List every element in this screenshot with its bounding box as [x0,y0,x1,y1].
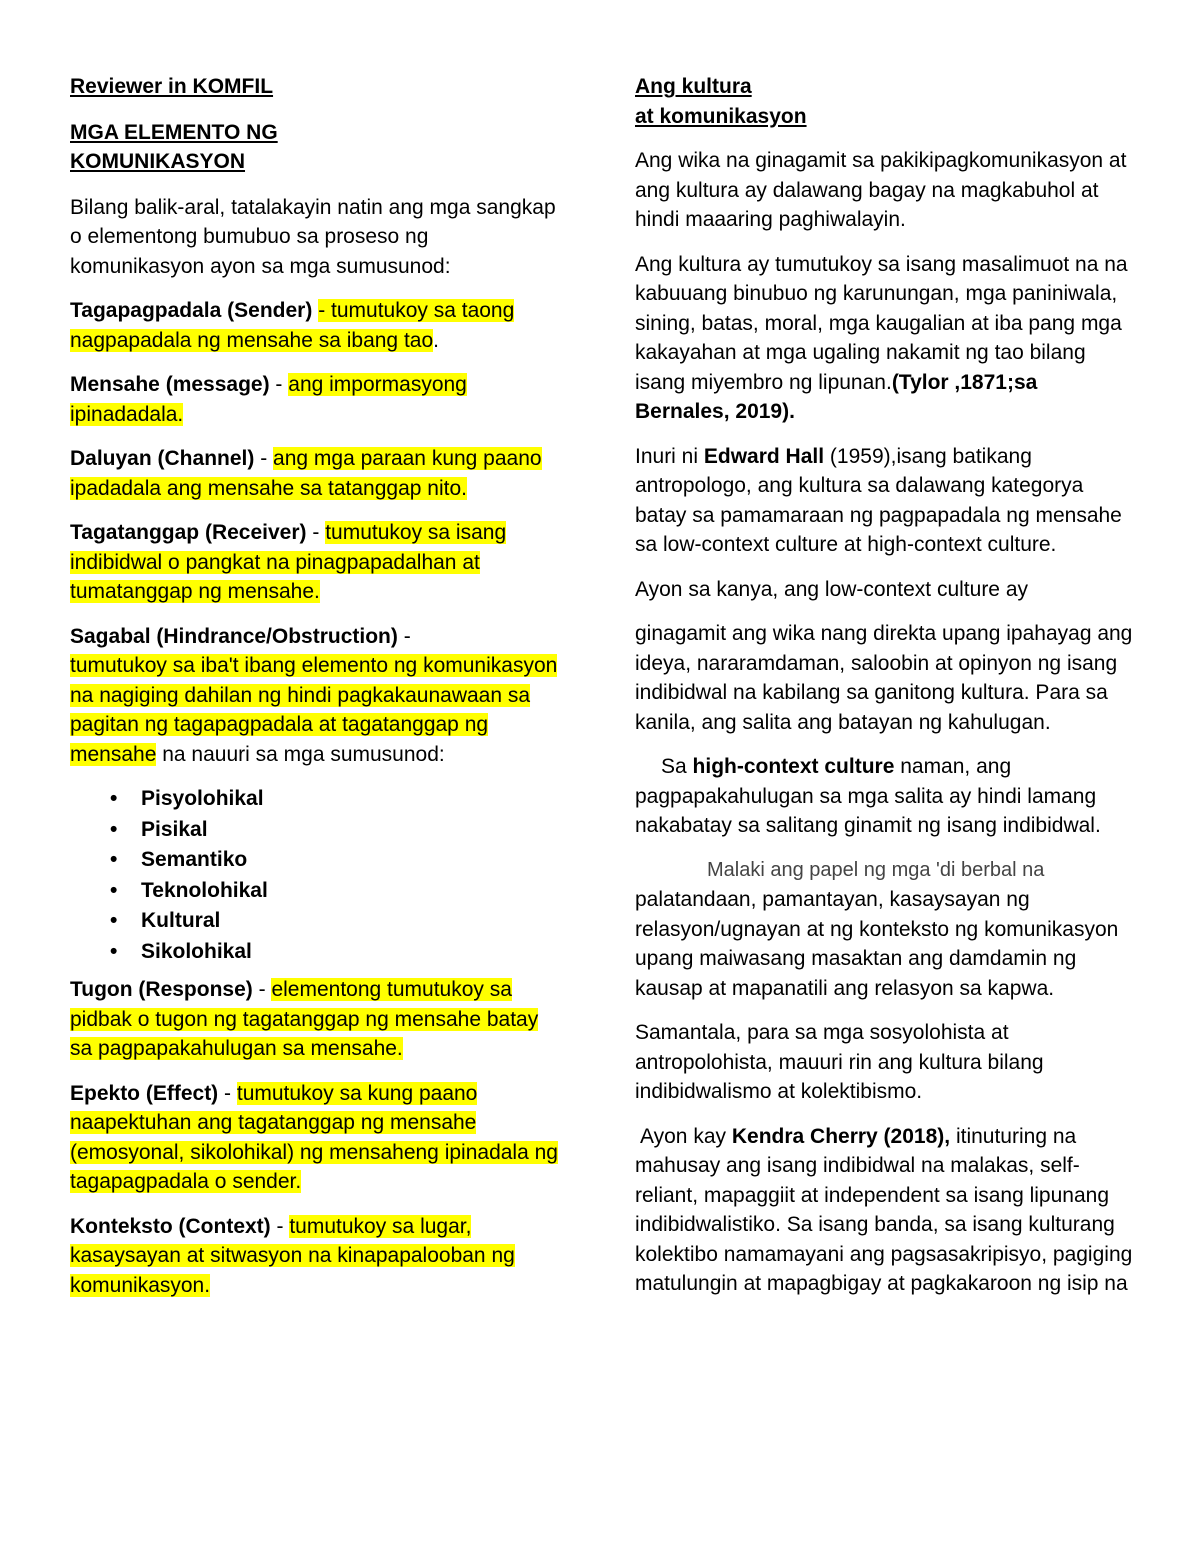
paragraph-1: Ang wika na ginagamit sa pakikipagkomunikasyon at ang kultura ay dalawang bagay na magkabuhol at hindi maaaring paghiwalayin. [635,149,1127,231]
culture-heading: Ang kultura at komunikasyon [635,75,807,128]
list-item: • Pisikal [70,815,565,846]
paragraph-6: Sa high-context culture naman, ang pagpapakahulugan sa mga salita ay hindi lamang nakabatay sa salitang ginamit ng isang indibidwal. [635,755,1101,837]
paragraph-9: Ayon kay Kendra Cherry (2018), itinuturing na mahusay ang isang indibidwal na malakas, self-reliant, mapaggiit at independent sa isang lipunang indibidwalistiko. Sa isang banda, sa isang kulturang kolektibo namamayani ang pagsasakripisyo, pagiging matulungin at mapagbigay at pagkakaroon ng isip na [635,1124,1133,1295]
left-column [70,72,565,1315]
paragraph-8: Samantala, para sa mga sosyolohista at antropolohista, mauuri rin ang kultura bilang indibidwalismo at kolektibismo. [635,1021,1044,1103]
element-hindrance: Sagabal (Hindrance/Obstruction) - tumutukoy sa iba't ibang elemento ng komunikasyon na nagiging dahilan ng hindi pagkakaunawaan sa pagitan ng tagapagpadala at tagatanggap ng mensahe na nauuri sa mga sumusunod: [70,624,558,766]
paragraph-5: ginagamit ang wika nang direkta upang ipahayag ang ideya, nararamdaman, saloobin at opinyon ng isang indibidwal na kabilang sa ganitong kultura. Para sa kanila, ang salita ang batayan ng kahulugan. [635,622,1133,734]
paragraph-7: Malaki ang papel ng mga 'di berbal na palatandaan, pamantayan, kasaysayan ng relasyon/ugnayan at ng konteksto ng komunikasyon upang maiwasang masaktan ang damdamin ng kausap at mapanatili ang relasyon sa kapwa. [635,858,1119,1000]
element-response: Tugon (Response) - elementong tumutukoy sa pidbak o tugon ng tagatanggap ng mensahe batay sa pagpapakahulugan sa mensahe. [70,978,539,1060]
list-item: • Sikolohikal [70,937,565,968]
list-item: • Teknolohikal [70,876,565,907]
element-message: Mensahe (message) - ang impormasyong ipinadadala. [70,373,467,426]
section-heading: MGA ELEMENTO NG KOMUNIKASYON [70,120,278,173]
element-context: Konteksto (Context) - tumutukoy sa lugar, kasaysayan at sitwasyon na kinapapalooban ng komunikasyon. [70,1214,515,1297]
element-receiver: Tagatanggap (Receiver) - tumutukoy sa isang indibidwal o pangkat na pinagpapadalhan at tumatanggap ng mensahe. [70,521,507,603]
paragraph-2: Ang kultura ay tumutukoy sa isang masalimuot na na kabuuang binubuo ng karunungan, mga paniniwala, sining, batas, moral, mga kaugalian at iba pang mga kakayahan at mga ugaling nakamit ng tao bilang isang miyembro ng lipunan.(Tylor ,1871;sa Bernales, 2019). [635,252,1128,423]
paragraph-3: Inuri ni Edward Hall (1959),isang batikang antropologo, ang kultura sa dalawang kategorya batay sa pamamaraan ng pagpapadala ng mensahe sa low-context culture at high-context culture. [635,444,1122,556]
intro-paragraph: Bilang balik-aral, tatalakayin natin ang mga sangkap o elementong bumubuo sa proseso ng komunikasyon ayon sa mga sumusunod: [70,195,556,278]
paragraph-4: Ayon sa kanya, ang low-context culture ay [635,577,1029,601]
document-title: Reviewer in KOMFIL [70,75,274,98]
right-column [635,72,1135,1314]
list-item: • Pisyolohikal [70,784,565,815]
element-channel: Daluyan (Channel) - ang mga paraan kung paano ipadadala ang mensahe sa tatanggap nito. [70,447,542,500]
list-item: • Semantiko [70,845,565,876]
element-effect: Epekto (Effect) - tumutukoy sa kung paano naapektuhan ang tagatanggap ng mensahe (emosyonal, sikolohikal) ng mensaheng ipinadala ng tagapagpadala o sender. [70,1081,558,1193]
list-item: • Kultural [70,906,565,937]
element-sender: Tagapagpadala (Sender) - tumutukoy sa taong nagpapadala ng mensahe sa ibang tao. [70,299,515,352]
hindrance-types-list [70,784,565,967]
